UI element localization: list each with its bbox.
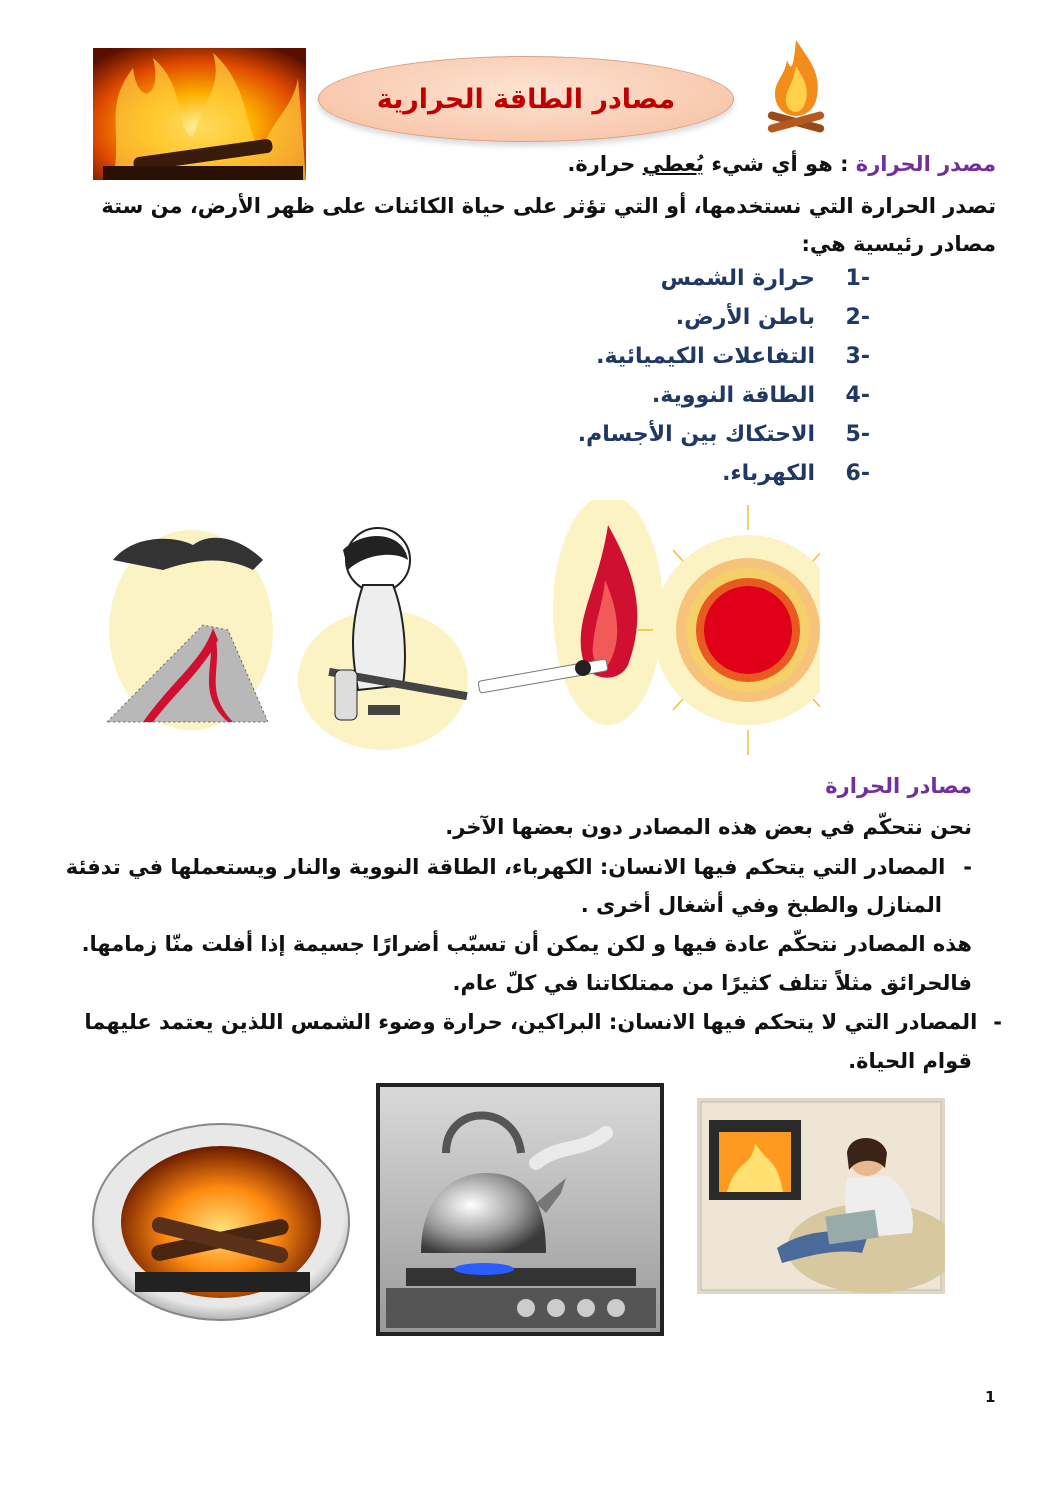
list-item-number: 6- [845,461,870,486]
woman-fireplace-photo [697,1098,945,1294]
intro-line-1: تصدر الحرارة التي نستخدمها، أو التي تؤثر على حياة الكائنات على ظهر الأرض، من ستة [101,194,996,218]
list-item-number: 1- [845,266,870,291]
list-item [470,383,870,421]
section2-heading: مصادر الحرارة [825,774,972,798]
list-item [470,344,870,382]
bullet-1-line-2: المنازل والطبخ وفي أشغال أخرى . [580,893,942,917]
list-item-number: 3- [845,344,870,369]
campfire-icon [757,36,835,136]
list-item [470,266,870,304]
kettle-stove-photo [376,1083,664,1336]
list-item-label: الطاقة النووية. [651,383,815,408]
bullet-1 [66,848,972,886]
list-item [470,305,870,343]
definition-term: مصدر الحرارة [855,152,996,176]
list-item-number: 4- [845,383,870,408]
definition-text-before: هو أي شيء [704,152,833,176]
intro-line-2: مصادر رئيسية هي: [801,232,996,256]
list-item-label: التفاعلات الكيميائية. [596,344,815,369]
list-item-label: الكهرباء. [722,461,815,486]
bullet-2-line-2: قوام الحياة. [848,1049,972,1073]
list-item-label: باطن الأرض. [675,305,815,330]
page-number: 1 [985,1388,996,1406]
fire-photo [93,48,306,180]
title-banner [318,56,734,142]
definition-underlined: يُعطي [642,152,705,176]
sun-illustration [638,505,820,755]
list-item [470,461,870,499]
bullet-mark: - [963,855,972,879]
list-item-label: الاحتكاك بين الأجسام. [577,422,815,447]
volcano-illustration [107,530,273,730]
heat-sources-illustration [103,500,820,765]
section2-paragraph-2-line-2: فالحرائق مثلاً تتلف كثيرًا من ممتلكاتنا في كلّ عام. [452,971,972,995]
friction-illustration [298,528,468,750]
bullet-mark: - [993,1010,1002,1034]
section2-paragraph-2-line-1: هذه المصادر نتحكّم عادة فيها و لكن يمكن أن تسبّب أضرارًا جسيمة إذا أفلت منّا زمامها. [81,932,972,956]
definition-separator: : [832,152,856,176]
bullet-2 [84,1003,1002,1041]
bullet-1-line-1: المصادر التي يتحكم فيها الانسان: الكهرباء، الطاقة النووية والنار ويستعملها في تدفئة [65,855,946,879]
list-item [470,422,870,460]
list-item-label: حرارة الشمس [660,266,815,291]
definition-line [567,145,996,183]
list-item-number: 5- [845,422,870,447]
page-title: مصادر الطاقة الحرارية [376,83,676,115]
list-item-number: 2- [845,305,870,330]
fireplace-logs-photo [90,1122,352,1327]
bullet-2-line-1: المصادر التي لا يتحكم فيها الانسان: البراكين، حرارة وضوء الشمس اللذين يعتمد عليهما [84,1010,978,1034]
section2-paragraph-1: نحن نتحكّم في بعض هذه المصادر دون بعضها الآخر. [445,815,972,839]
match-flame-illustration [478,500,663,725]
definition-text-after: حرارة. [567,152,643,176]
